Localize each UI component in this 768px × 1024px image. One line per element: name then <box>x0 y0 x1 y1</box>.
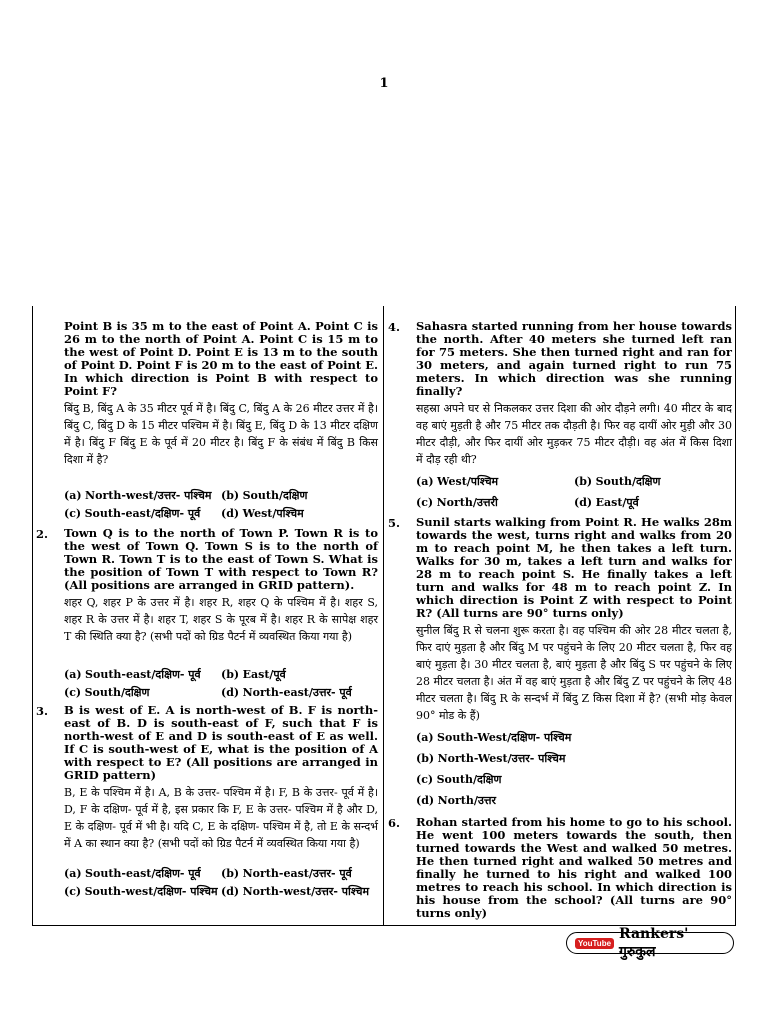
brand-badge[interactable] <box>566 925 734 960</box>
option-label: (b) <box>221 867 240 880</box>
option-label: (a) <box>64 489 82 502</box>
option-c[interactable] <box>64 884 221 899</box>
option-text: South/दक्षिण <box>84 686 150 699</box>
option-c[interactable] <box>64 685 221 700</box>
right-column <box>388 319 732 920</box>
option-label: (d) <box>221 507 240 520</box>
option-label: (a) <box>416 475 434 488</box>
question-number: 6. <box>388 816 401 830</box>
option-text: South-east/दक्षिण- पूर्व <box>84 507 201 520</box>
option-label: (c) <box>64 686 82 699</box>
youtube-icon: YouTube <box>575 938 614 949</box>
option-d[interactable] <box>221 884 378 899</box>
option-label: (c) <box>416 773 434 786</box>
option-text: North-east/उत्तर- पूर्व <box>242 686 352 699</box>
option-label: (d) <box>416 794 435 807</box>
option-text: North/उत्तरी <box>436 496 498 509</box>
option-label: (a) <box>64 867 82 880</box>
question-number: 5. <box>388 516 401 530</box>
question-3 <box>36 703 378 899</box>
option-b[interactable] <box>574 474 732 489</box>
option-a[interactable] <box>416 730 732 745</box>
option-c[interactable] <box>416 772 732 787</box>
question-2 <box>36 526 378 700</box>
brand-name: Rankers' गुरुकुल <box>619 925 689 960</box>
option-a[interactable] <box>64 667 221 682</box>
question-6 <box>388 815 732 920</box>
option-b[interactable] <box>416 751 732 766</box>
option-label: (b) <box>221 668 240 681</box>
option-label: (b) <box>416 752 435 765</box>
question-text-hindi: B, E के पश्चिम में है। A, B के उत्तर- पश्चिम में है। F, B के उत्तर- पूर्व में है। D, F के दक्षिण- पूर्व में है, इस प्रकार कि F, E के उत्तर- पश्चिम में है और D, E के दक्षिण- पूर्व में भी है। यदि C, E के दक्षिण- पश्चिम में है, तो E के सन्दर्भ में A का स्थान क्या है? (सभी पदों को ग्रिड पैटर्न में व्यवस्थित किया गया है) <box>64 786 378 850</box>
option-text: South-West/दक्षिण- पश्चिम <box>437 731 572 744</box>
frame-left-border <box>32 306 33 926</box>
option-text: West/पश्चिम <box>437 475 499 488</box>
question-text-hindi: सुनील बिंदु R से चलना शुरू करता है। वह पश्चिम की ओर 28 मीटर चलता है, फिर दाएं मुड़ता है और बिंदु M पर पहुंचने के लिए 20 मीटर चलता है, फिर वह बाएं मुड़ता है। 30 मीटर चलता है, बाएं मुड़ता है और बिंदु S पर पहुंचने के लिए 28 मीटर चलता है। अंत में वह बाएं मुड़ता है और बिंदु Z पर पहुंचने के लिए 48 मीटर चलता है। बिंदु R के सन्दर्भ में बिंदु Z किस दिशा में है? (सभी मोड़ केवल 90° मोड के हैं) <box>416 624 732 722</box>
options <box>64 488 378 521</box>
option-label: (a) <box>416 731 434 744</box>
options <box>416 730 732 808</box>
option-b[interactable] <box>221 488 378 503</box>
option-text: South-east/दक्षिण- पूर्व <box>85 867 201 880</box>
option-text: North-West/उत्तर- पश्चिम <box>437 752 566 765</box>
options <box>64 866 378 899</box>
option-text: North-west/उत्तर- पश्चिम <box>85 489 212 502</box>
option-label: (b) <box>221 489 240 502</box>
option-c[interactable] <box>64 506 221 521</box>
option-text: South/दक्षिण <box>436 773 502 786</box>
option-label: (d) <box>574 496 593 509</box>
option-text: West/पश्चिम <box>242 507 304 520</box>
option-label: (d) <box>221 686 240 699</box>
frame-right-border <box>735 306 736 926</box>
option-text: South/दक्षिण <box>595 475 661 488</box>
option-b[interactable] <box>221 667 378 682</box>
question-text-hindi: बिंदु B, बिंदु A के 35 मीटर पूर्व में है। बिंदु C, बिंदु A के 26 मीटर उत्तर में है। बिंदु C, बिंदु D के 15 मीटर पश्चिम में है। बिंदु E, बिंदु D के 13 मीटर दक्षिण में है। बिंदु F बिंदु E के पूर्व में 20 मीटर है। बिंदु F के संबंध में बिंदु B किस दिशा में है? <box>64 402 378 466</box>
option-text: North/उत्तर <box>437 794 497 807</box>
column-divider <box>383 306 384 926</box>
question-text-hindi: शहर Q, शहर P के उत्तर में है। शहर R, शहर Q के पश्चिम में है। शहर S, शहर R के उत्तर में है। शहर T, शहर S के पूरब में है। शहर R के सापेक्ष शहर T की स्थिति क्या है? (सभी पदों को ग्रिड पैटर्न में व्यवस्थित किया गया है) <box>64 596 378 643</box>
option-text: South-west/दक्षिण- पश्चिम <box>84 885 218 898</box>
question-5 <box>388 515 732 808</box>
question-text-english: Sahasra started running from her house towards the north. After 40 meters she turned left ran for 75 meters. She then turned right and ran for 30 meters, and again turned right to run 75 meters. In which direction was she running finally? <box>416 319 732 398</box>
question-text-hindi: सहस्रा अपने घर से निकलकर उत्तर दिशा की ओर दौड़ने लगी। 40 मीटर के बाद वह बाएं मुड़ती है और 75 मीटर तक दौड़ती है। फिर वह दायीं ओर मुड़ी और 30 मीटर दौड़ी, और फिर दायीं ओर मुड़कर 75 मीटर दौड़ी। वह अंत में किस दिशा में दौड़ रही थी? <box>416 402 732 466</box>
option-b[interactable] <box>221 866 378 881</box>
option-label: (c) <box>416 496 434 509</box>
question-text-english: Point B is 35 m to the east of Point A. Point C is 26 m to the north of Point A. Point C is 15 m to the west of Point D. Point E is 13 m to the south of Point D. Point F is 20 m to the east of Point E. In which direction is Point B with respect to Point F? <box>64 319 378 398</box>
option-a[interactable] <box>64 866 221 881</box>
question-frame <box>32 306 736 926</box>
question-number: 4. <box>388 320 401 334</box>
option-text: South-east/दक्षिण- पूर्व <box>85 668 201 681</box>
question-text-english: B is west of E. A is north-west of B. F is north-east of B. D is south-east of F, such that F is north-west of E and D is south-east of E as well. If C is south-west of E, what is the position of A with respect to E? (All positions are arranged in GRID pattern) <box>64 703 378 782</box>
option-text: North-west/उत्तर- पश्चिम <box>242 885 370 898</box>
question-text-english: Sunil starts walking from Point R. He walks 28m towards the west, turns right and walks from 20 m to reach point M, he then takes a left turn. Walks for 30 m, takes a left turn and walks for 28 m to reach point S. He finally takes a left turn and walks for 48 m to reach point Z. In which direction is Point Z with respect to Point R? (All turns are 90° turns only) <box>416 515 732 620</box>
option-text: North-east/उत्तर- पूर्व <box>242 867 352 880</box>
left-column <box>36 319 378 899</box>
option-text: East/पूर्व <box>595 496 639 509</box>
option-label: (c) <box>64 885 82 898</box>
page-number: 1 <box>379 76 389 91</box>
option-a[interactable] <box>64 488 221 503</box>
option-d[interactable] <box>221 685 378 700</box>
option-text: South/दक्षिण <box>242 489 308 502</box>
option-label: (b) <box>574 475 593 488</box>
question-number: 2. <box>36 527 49 541</box>
question-number: 3. <box>36 704 49 718</box>
options <box>416 474 732 510</box>
options <box>64 667 378 700</box>
option-d[interactable] <box>574 495 732 510</box>
option-label: (a) <box>64 668 82 681</box>
question-1 <box>40 320 378 521</box>
option-text: East/पूर्व <box>242 668 286 681</box>
option-c[interactable] <box>416 495 574 510</box>
option-a[interactable] <box>416 474 574 489</box>
question-text-english: Rohan started from his home to go to his school. He went 100 meters towards the south, then turned towards the West and walked 50 metres. He then turned right and walked 50 metres and finally he turned to his right and walked 100 metres to reach his school. In which direction is his house from the school? (All turns are 90° turns only) <box>416 815 732 920</box>
option-label: (d) <box>221 885 240 898</box>
option-label: (c) <box>64 507 82 520</box>
option-d[interactable] <box>416 793 732 808</box>
question-4 <box>388 319 732 510</box>
question-text-english: Town Q is to the north of Town P. Town R is to the west of Town Q. Town S is to the north of Town R. Town T is to the east of Town S. What is the position of Town T with respect to Town R? (All positions are arranged in GRID pattern). <box>64 526 378 592</box>
option-d[interactable] <box>221 506 378 521</box>
